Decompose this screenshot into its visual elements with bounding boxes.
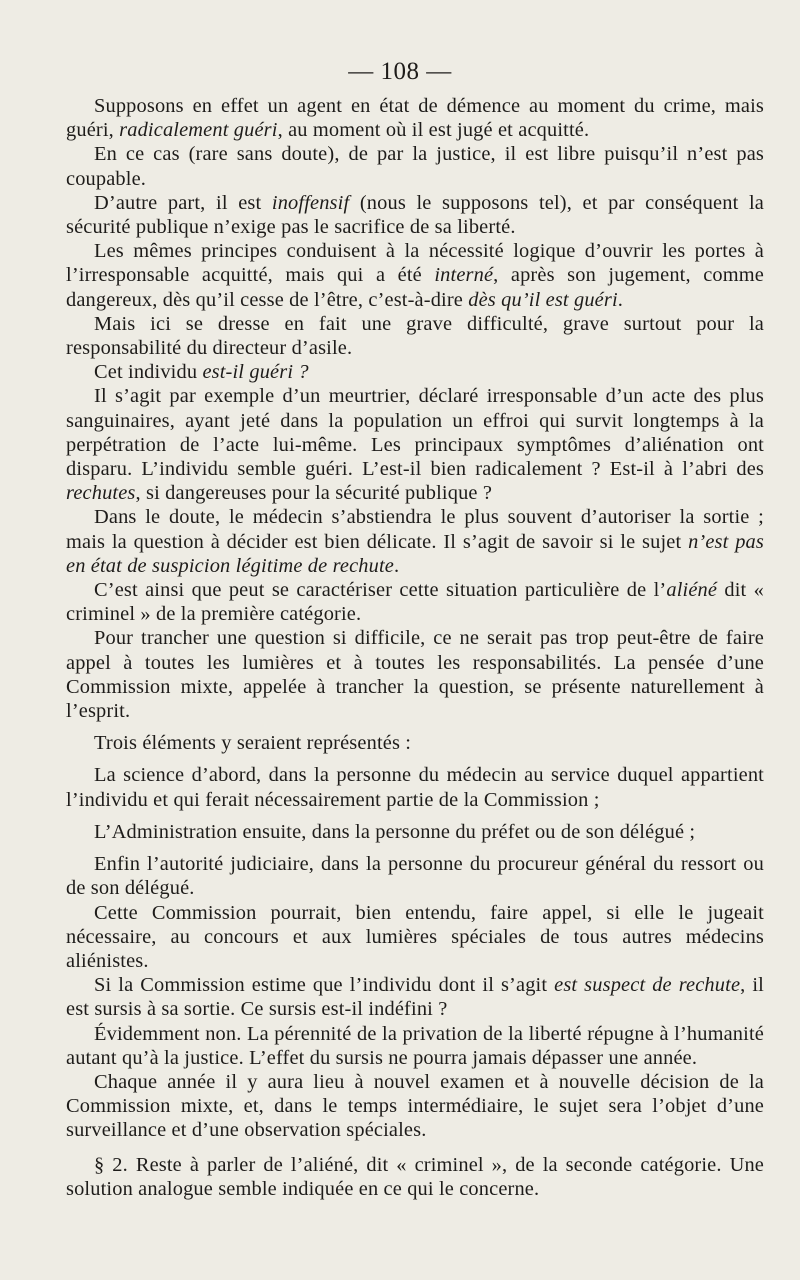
paragraph [66, 312, 764, 360]
paragraph [66, 384, 764, 505]
italic-run: dès qu’il est guéri [468, 288, 618, 311]
text-run: dit « criminel » de la première catégorie. [66, 579, 764, 626]
paragraph [66, 731, 764, 755]
italic-run: aliéné [666, 579, 718, 602]
paragraph [66, 142, 764, 190]
italic-run: radicalement guéri [119, 119, 278, 142]
text-run: Trois éléments y seraient représentés : [94, 732, 412, 755]
text-run: Mais ici se dresse en fait une grave difficulté, grave surtout pour la responsabilité du directeur d’asile. [66, 312, 764, 360]
paragraph [66, 1070, 764, 1143]
text-run: . [394, 554, 400, 577]
paragraph [66, 1022, 764, 1070]
text-run: Chaque année il y aura lieu à nouvel examen et à nouvelle décision de la Commission mixte, et, dans le temps intermédiaire, le sujet sera l’objet d’une surveillance et d’une observation spéciales. [66, 1070, 764, 1142]
italic-run: est-il guéri ? [202, 361, 309, 384]
text-run: , il est sursis à sa sortie. Ce sursis est-il indéfini ? [66, 974, 764, 1021]
text-run: , si dangereuses pour la sécurité publique ? [135, 482, 493, 505]
text-run: Dans le doute, le médecin s’abstiendra le plus souvent d’autoriser la sortie ; mais la question à décider est bien délicate. Il s’agit de savoir si le sujet [66, 506, 764, 553]
text-run: Enfin l’autorité judiciaire, dans la personne du procureur général du ressort ou de son délégué. [66, 853, 764, 900]
italic-run: inoffensif [271, 191, 350, 214]
text-run: Supposons en effet un agent en état de démence au moment du crime, mais guéri, [66, 95, 764, 142]
italic-run: rechutes [66, 482, 136, 505]
paragraph [66, 901, 764, 974]
text-run: Il s’agit par exemple d’un meurtrier, déclaré irresponsable d’un acte des plus sanguinaires, ayant jeté dans la population un effroi qui survit longtemps à la perpétration de l’acte lui-même. Les principaux symptômes d’aliénation ont disparu. L’individu semble guéri. L’est-il bien radicalement ? Est-il à l’abri des [66, 385, 764, 481]
italic-run: est suspect de rechute [554, 974, 741, 997]
text-run: § 2. Reste à parler de l’aliéné, dit « criminel », de la seconde catégorie. Une solution analogue semble indiquée en ce qui le concerne. [66, 1153, 764, 1200]
paragraph [66, 239, 764, 312]
text-run: Les mêmes principes conduisent à la nécessité logique d’ouvrir les portes à l’irresponsable acquitté, mais qui a été [66, 240, 764, 287]
text-run: (nous le supposons tel), et par conséquent la sécurité publique n’exige pas le sacrifice de sa liberté. [66, 191, 764, 239]
paragraph [66, 578, 764, 626]
text-run: C’est ainsi que peut se caractériser cette situation particulière de l’ [94, 579, 667, 602]
text-run: . [617, 288, 624, 311]
paragraph [66, 360, 764, 384]
paragraph [66, 505, 764, 578]
paragraph [66, 191, 764, 239]
paragraph [66, 1153, 764, 1201]
paragraph [66, 94, 764, 142]
italic-run: n’est pas en état de suspicion légitime de rechute [66, 530, 764, 577]
page-number-header: — 108 — [348, 58, 452, 85]
text-run: , au moment où il est jugé et acquitté. [277, 119, 590, 142]
text-run: Si la Commission estime que l’individu dont il s’agit [94, 974, 555, 997]
text-run: D’autre part, il est [94, 191, 272, 214]
paragraph [66, 973, 764, 1021]
body-text [66, 94, 764, 1201]
paragraph [66, 626, 764, 723]
text-run: Pour trancher une question si difficile, ce ne serait pas trop peut-être de faire appel à toutes les lumières et à toutes les responsabilités. La pensée d’une Commission mixte, appelée à trancher la question, se présente naturellement à l’esprit. [66, 627, 764, 723]
paragraph [66, 820, 764, 844]
italic-run: interné [434, 264, 494, 287]
text-run: En ce cas (rare sans doute), de par la justice, il est libre puisqu’il n’est pas coupable. [66, 143, 764, 190]
text-run: Cette Commission pourrait, bien entendu, faire appel, si elle le jugeait nécessaire, au concours et aux lumières spéciales de tous autres médecins aliénistes. [66, 901, 764, 972]
text-run: , après son jugement, comme dangereux, dès qu’il cesse de l’être, c’est-à-dire [66, 264, 764, 311]
paragraph [66, 763, 764, 811]
text-run: Évidemment non. La pérennité de la privation de la liberté répugne à l’humanité autant qu’à la justice. L’effet du sursis ne pourra jamais dépasser une année. [66, 1022, 764, 1069]
text-run: L’Administration ensuite, dans la personne du préfet ou de son délégué ; [94, 820, 696, 843]
paragraph [66, 852, 764, 900]
text-run: La science d’abord, dans la personne du médecin au service duquel appartient l’individu et qui ferait nécessairement partie de la Commission ; [66, 764, 764, 811]
text-run: Cet individu [94, 361, 203, 384]
